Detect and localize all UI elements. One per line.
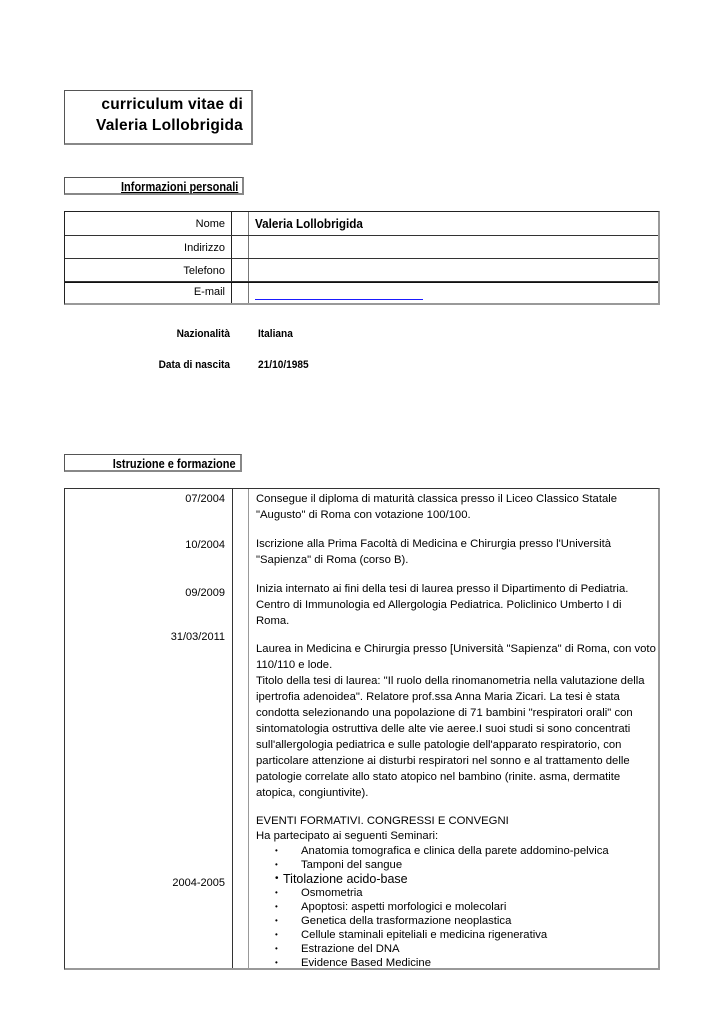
events-intro: Ha partecipato ai seguenti Seminari: [256, 830, 439, 842]
info-row-email [65, 282, 658, 304]
section-header-personal [64, 177, 244, 195]
personal-info-table [64, 211, 660, 305]
value-nazionalita: Italiana [258, 328, 293, 340]
edu-date: 10/2004 [185, 539, 225, 551]
seminar-item: • Evidence Based Medicine [256, 956, 656, 970]
seminar-item: • Titolazione acido-base [256, 872, 656, 886]
info-row-address [65, 236, 658, 259]
seminar-item: • Osmometria [256, 886, 656, 900]
seminar-item: • Estrazione del DNA [256, 942, 656, 956]
cv-title-line1: curriculum vitae di [101, 96, 243, 113]
label-nazionalita: Nazionalità [176, 328, 230, 340]
label-telefono: Telefono [183, 265, 225, 277]
edu-date: 31/03/2011 [170, 631, 225, 643]
section-title-education: Istruzione e formazione [113, 457, 236, 471]
email-link[interactable] [255, 299, 423, 300]
label-indirizzo: Indirizzo [184, 242, 225, 254]
seminar-item: • Tamponi del sangue [256, 858, 656, 872]
value-data-nascita: 21/10/1985 [258, 359, 309, 371]
info-row-phone [65, 259, 658, 282]
column-divider [248, 489, 249, 968]
seminar-item: • Cellule staminali epiteliali e medicina rigenerativa [256, 928, 656, 942]
edu-date: 07/2004 [185, 493, 225, 505]
seminar-list [256, 844, 656, 970]
seminar-item: • Anatomia tomografica e clinica della parete addomino-pelvica [256, 844, 656, 858]
label-email: E-mail [193, 286, 225, 298]
edu-description: Iscrizione alla Prima Facoltà di Medicina e Chirurgia presso l'Università "Sapienza" di Roma (corso B). [256, 538, 612, 566]
column-divider [232, 489, 233, 968]
info-row-name [65, 212, 658, 236]
events-heading: EVENTI FORMATIVI. CONGRESSI E CONVEGNI [256, 815, 509, 827]
seminar-item: • Apoptosi: aspetti morfologici e molecolari [256, 900, 656, 914]
edu-description: Consegue il diploma di maturità classica presso il Liceo Classico Statale "Augusto" di Roma con votazione 100/100. [256, 493, 618, 521]
edu-description: Inizia internato ai fini della tesi di laurea presso il Dipartimento di Pediatria. Centro di Immunologia ed Allergologia Pediatrica. Policlinico Umberto I di Roma. [256, 583, 629, 627]
section-title-personal: Informazioni personali [120, 180, 238, 194]
edu-date: 09/2009 [185, 587, 225, 599]
edu-description: Laurea in Medicina e Chirurgia presso [Università "Sapienza" di Roma, con voto 110/110 e lode. [256, 643, 656, 671]
edu-events-block [256, 813, 656, 970]
edu-thesis-description: Titolo della tesi di laurea: "Il ruolo della rinomanometria nella valutazione della ipertrofia adenoidea". Relatore prof.ssa Anna Maria Zicari. La tesi è stata condotta selezionando una popolazione di 71 bambini "respiratori orali" con sintomatologia ostruttiva delle alte vie aeree.I suoi studi si sono concentrati sull'allergologia pediatrica e sulle patologie dell'apparato respiratorio, con particolare attenzione ai disturbi respiratori nel sonno e al trattamento delle patologie correlate allo stato atopico nel bambino (rinite. asma, dermatite atopica, congiuntivite). [256, 675, 645, 799]
edu-date: 2004-2005 [172, 877, 225, 889]
label-nome: Nome [195, 218, 225, 230]
label-data-nascita: Data di nascita [158, 359, 230, 371]
seminar-item: • Genetica della trasformazione neoplastica [256, 914, 656, 928]
section-header-education [64, 454, 242, 472]
education-table [64, 488, 660, 970]
value-nome: Valeria Lollobrigida [255, 216, 363, 231]
cv-title-line2: Valeria Lollobrigida [96, 117, 243, 134]
cv-title-box [64, 90, 253, 145]
